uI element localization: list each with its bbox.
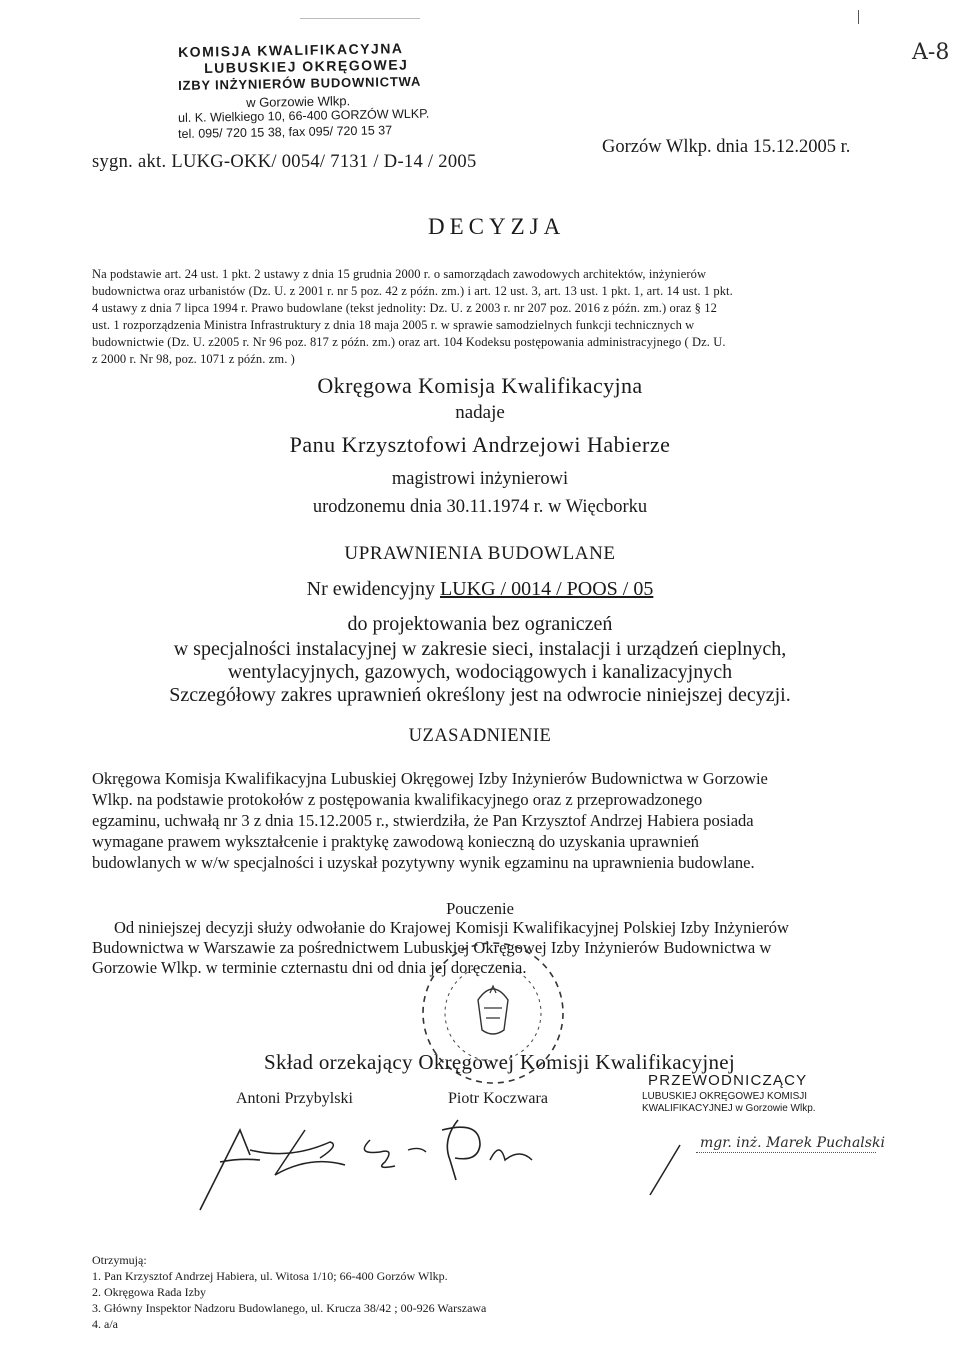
stamp-line-2: LUBUSKIEJ OKRĘGOWEJ: [203, 56, 409, 76]
registry-line: [0, 578, 960, 601]
grant-recipient: Panu Krzysztofowi Andrzejowi Habierze: [289, 432, 671, 457]
chair-signature-name: mgr. inż. Marek Puchalski: [700, 1135, 885, 1151]
scope-line-2: w specjalności instalacyjnej w zakresie sieci, instalacji i urządzeń cieplnych,: [173, 638, 787, 660]
justification-line: budowlanych w w/w specjalności i uzyskał pozytywny wynik egzaminu na uprawnienia budowlane.: [92, 853, 755, 872]
scope-line-4: Szczegółowy zakres uprawnień określony jest na odwrocie niniejszej decyzji.: [169, 684, 791, 706]
chair-signature-line: [696, 1152, 876, 1153]
stamp-line-3: IZBY INŻYNIERÓW BUDOWNICTWA: [177, 73, 422, 93]
stamp-line-4: w Gorzowie Wlkp.: [245, 93, 351, 110]
legal-basis: [92, 266, 882, 368]
panel-member-1: Antoni Przybylski: [236, 1090, 353, 1107]
justification-line: Okręgowa Komisja Kwalifikacyjna Lubuskiej Okręgowej Izby Inżynierów Budownictwa w Gorzowie: [92, 769, 768, 788]
recipient-item: 1. Pan Krzysztof Andrzej Habiera, ul. Witosa 1/10; 66-400 Gorzów Wlkp.: [92, 1269, 448, 1283]
scope-line-1: do projektowania bez ograniczeń: [347, 613, 613, 635]
stamp-phone: tel. 095/ 720 15 38, fax 095/ 720 15 37: [177, 123, 393, 141]
justification-line: wymagane prawem wykształcenie i praktykę zawodową konieczną do uzyskania uprawnień: [92, 832, 700, 851]
chair-org-1: LUBUSKIEJ OKRĘGOWEJ KOMISJI: [642, 1091, 808, 1102]
recipient-item: 2. Okręgowa Rada Izby: [92, 1285, 206, 1299]
chair-org-2: KWALIFIKACYJNEJ w Gorzowie Wlkp.: [642, 1103, 816, 1114]
place-date: Gorzów Wlkp. dnia 15.12.2005 r.: [602, 137, 851, 157]
instruction-line: Budownictwa w Warszawie za pośrednictwem Lubuskiej Okręgowej Izby Inżynierów Budownictwa w: [92, 938, 772, 957]
legal-basis-line: ust. 1 rozporządzenia Ministra Infrastruktury z dnia 18 maja 2005 r. w sprawie samodzielnych funkcji technicznych w: [92, 318, 695, 332]
instruction-line: Gorzowie Wlkp. w terminie czternastu dni od dnia jej doręczenia.: [92, 958, 527, 977]
grant-authority: Okręgowa Komisja Kwalifikacyjna: [317, 373, 643, 398]
legal-basis-line: budownictwie (Dz. U. z2005 r. Nr 96 poz. 817 z późn. zm.) oraz art. 104 Kodeksu postępowania administracyjnego ( Dz. U.: [92, 335, 726, 349]
recipients: [92, 1252, 486, 1332]
case-reference: sygn. akt. LUKG-OKK/ 0054/ 7131 / D-14 / 2005: [92, 152, 477, 172]
panel-member-2: Piotr Koczwara: [448, 1090, 548, 1107]
scan-artifact-mark: [858, 10, 859, 24]
handwritten-reference: A-8: [912, 40, 950, 65]
registry-number: LUKG / 0014 / POOS / 05: [439, 578, 654, 600]
recipient-item: 3. Główny Inspektor Nadzoru Budowlanego, ul. Krucza 38/42 ; 00-926 Warszawa: [92, 1301, 487, 1315]
grant-title: magistrowi inżynierowi: [391, 469, 569, 489]
grant-verb: nadaje: [455, 402, 505, 423]
justification-heading: UZASADNIENIE: [408, 726, 552, 746]
grant-birth: urodzonemu dnia 30.11.1974 r. w Więcborku: [312, 497, 648, 517]
document-title: DECYZJA: [428, 214, 566, 239]
registry-prefix: Nr ewidencyjny: [306, 578, 435, 600]
instruction-heading: Pouczenie: [446, 899, 514, 918]
stamp-address: ul. K. Wielkiego 10, 66-400 GORZÓW WLKP.: [177, 106, 430, 125]
chair-title: PRZEWODNICZĄCY: [648, 1072, 808, 1089]
scope-line-3: wentylacyjnych, gazowych, wodociągowych i kanalizacyjnych: [227, 661, 733, 683]
recipient-item: 4. a/a: [92, 1317, 118, 1331]
legal-basis-line: budownictwa oraz urbanistów (Dz. U. z 2001 r. nr 5 poz. 42 z późn. zm.) i art. 12 ust. 3, art. 13 ust. 1 pkt. 1, art. 14 ust. 1 pkt.: [92, 284, 733, 298]
justification-text: [92, 768, 876, 873]
legal-basis-line: 4 ustawy z dnia 7 lipca 1994 r. Prawo budowlane (tekst jednolity: Dz. U. z 2003 r. nr 207 poz. 2016 z późn. zm.) oraz § 12: [92, 301, 717, 315]
legal-basis-line: z 2000 r. Nr 98, poz. 1071 z późn. zm. ): [92, 352, 295, 366]
justification-line: Wlkp. na podstawie protokołów z postępowania kwalifikacyjnego oraz z przeprowadzonego: [92, 790, 703, 809]
handwritten-signatures: [180, 1100, 720, 1220]
legal-basis-line: Na podstawie art. 24 ust. 1 pkt. 2 ustawy z dnia 15 grudnia 2000 r. o samorządach zawodowych architektów, inżynierów: [92, 267, 707, 281]
scan-artifact-line: [300, 18, 420, 19]
recipients-label: Otrzymują:: [92, 1253, 147, 1267]
justification-line: egzaminu, uchwałą nr 3 z dnia 15.12.2005 r., stwierdziła, że Pan Krzysztof Andrzej Habiera posiada: [92, 811, 754, 830]
permit-heading: UPRAWNIENIA BUDOWLANE: [344, 543, 616, 564]
instruction-line: Od niniejszej decyzji służy odwołanie do Krajowej Komisji Kwalifikacyjnej Polskiej Izby Inżynierów: [114, 918, 789, 937]
panel-heading: Skład orzekający Okręgowej Komisji Kwalifikacyjnej: [264, 1050, 736, 1074]
stamp-line-1: KOMISJA KWALIFIKACYJNA: [177, 40, 404, 60]
